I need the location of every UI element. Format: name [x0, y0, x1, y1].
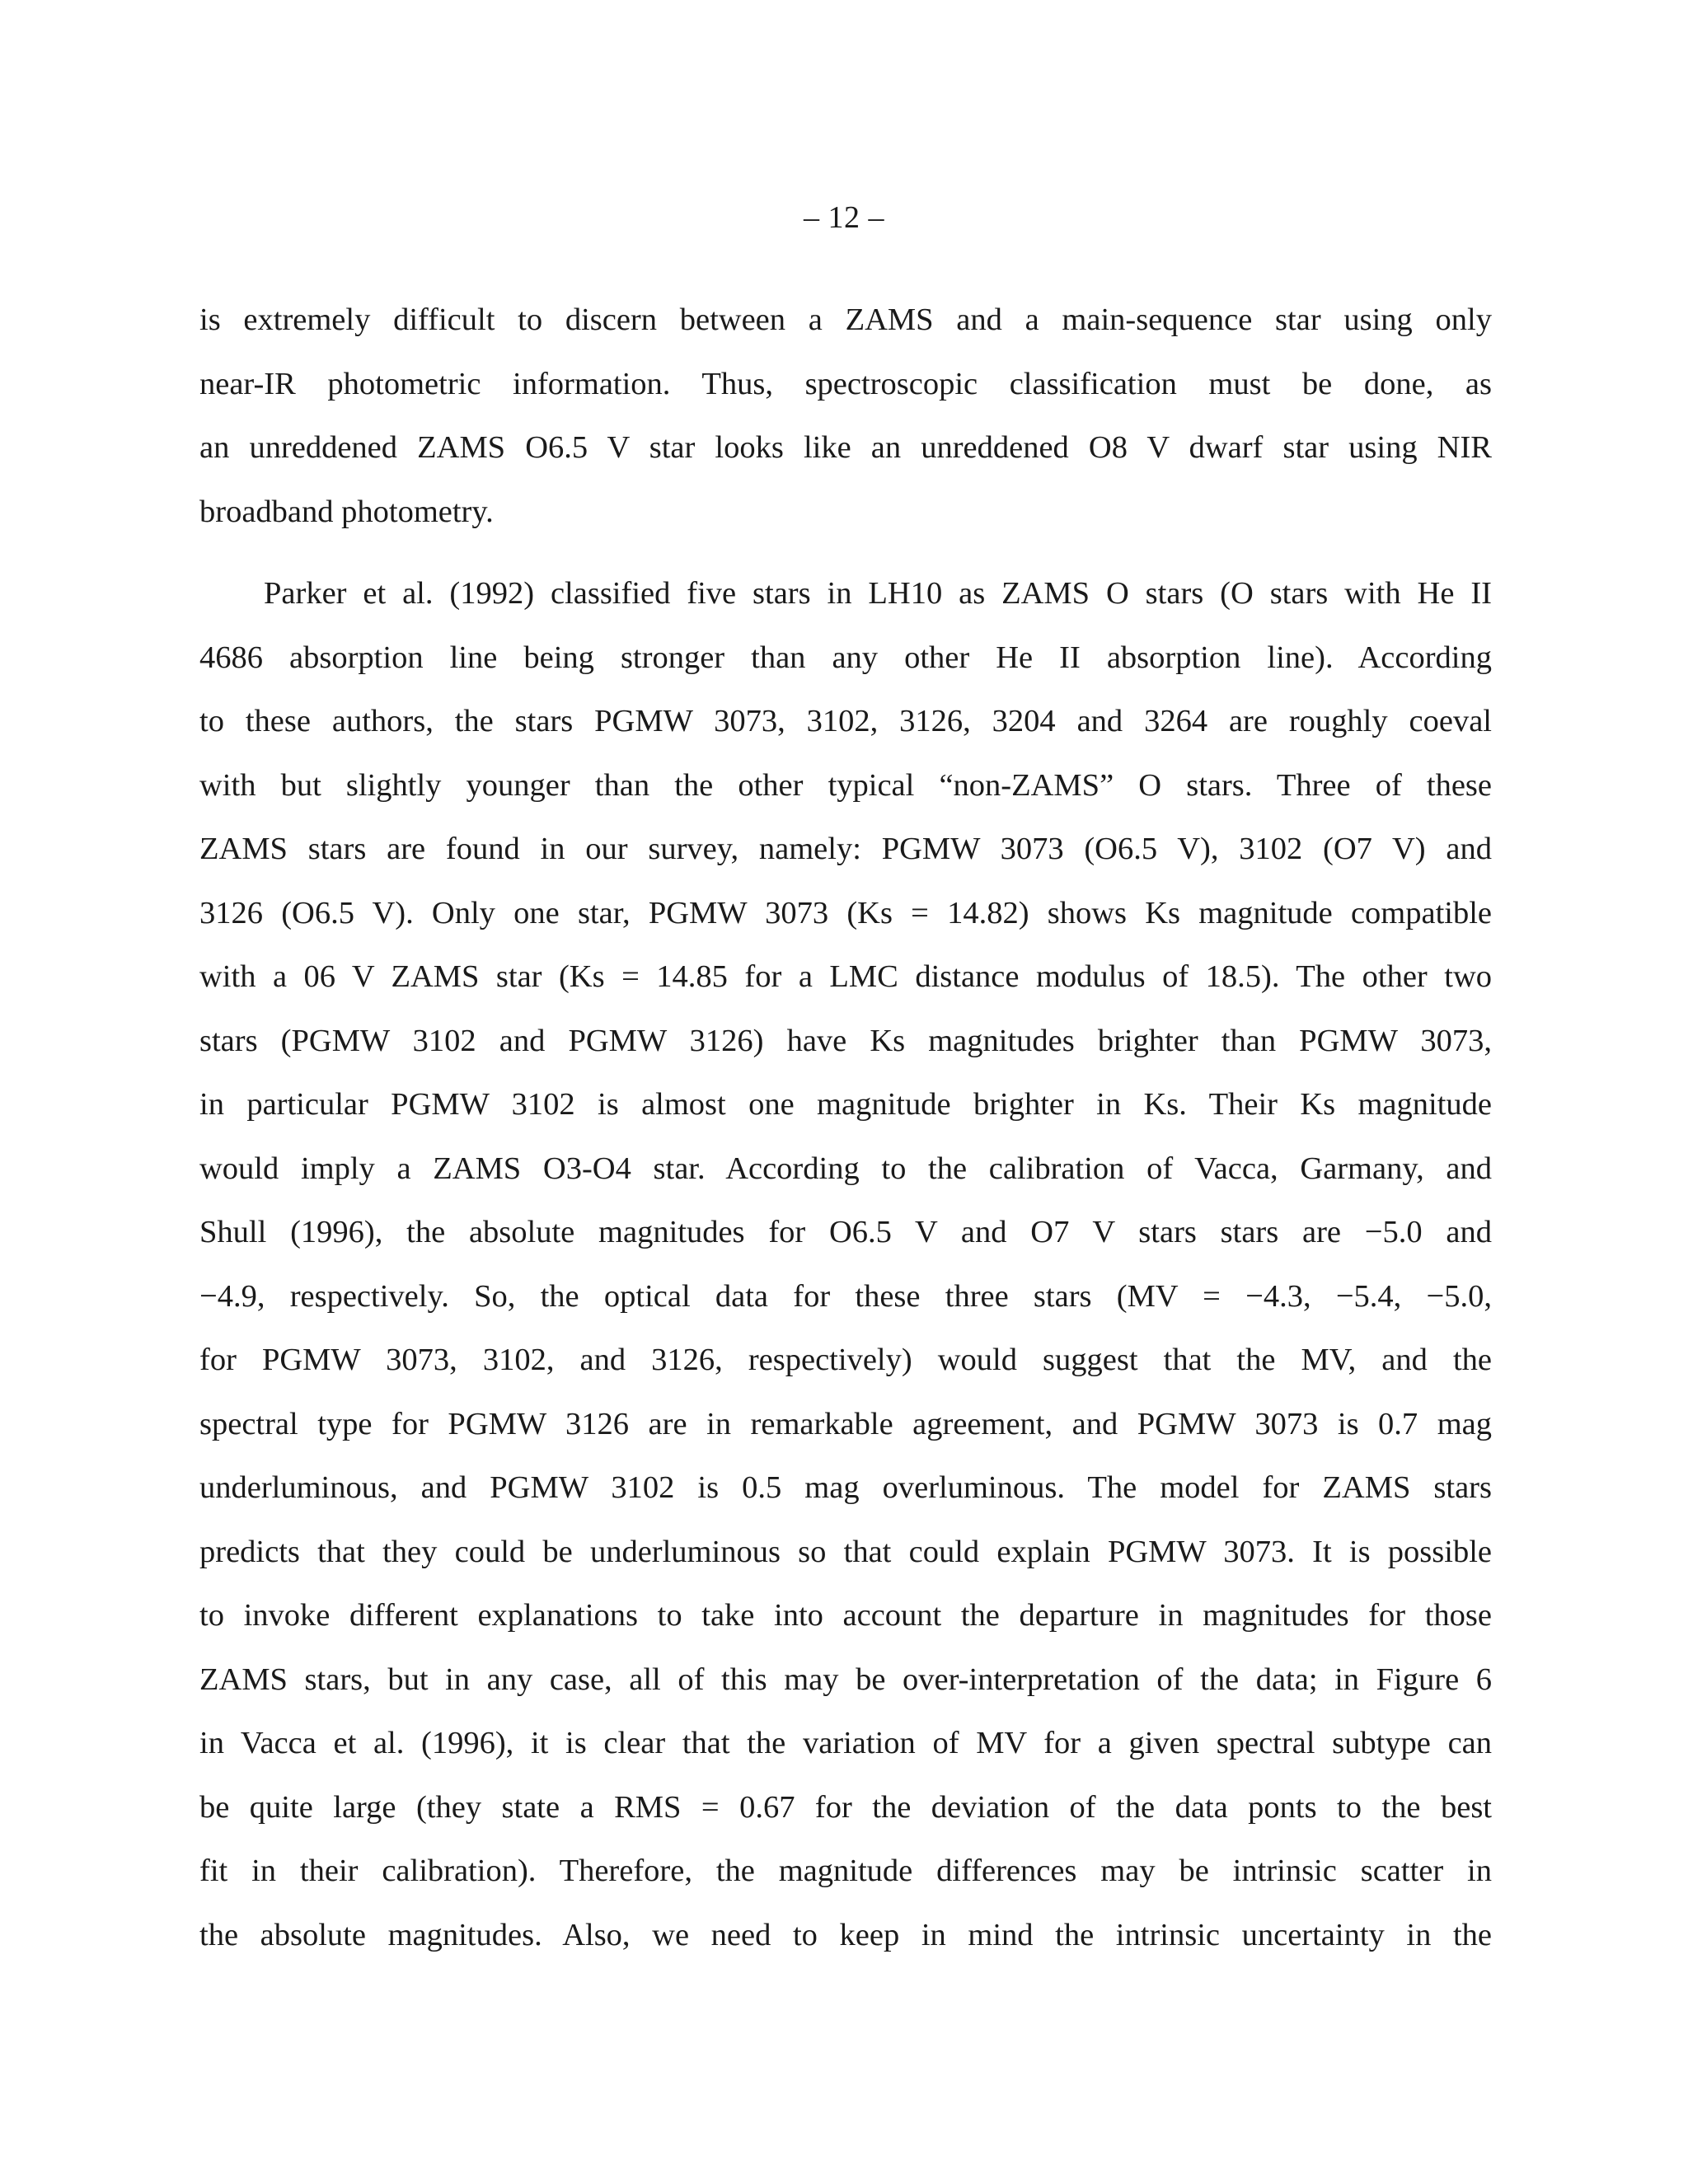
- text-line: would imply a ZAMS O3-O4 star. According to the calibration of Vacca, Garmany, and: [199, 1151, 1492, 1186]
- text-line: the absolute magnitudes. Also, we need to keep in mind the intrinsic uncertainty in the: [199, 1917, 1492, 1952]
- text-line: with a 06 V ZAMS star (Ks = 14.85 for a LMC distance modulus of 18.5). The other two: [199, 959, 1492, 994]
- text-line: with but slightly younger than the other typical “non-ZAMS” O stars. Three of these: [199, 767, 1492, 803]
- text-line: in Vacca et al. (1996), it is clear that the variation of MV for a given spectral subtype can: [199, 1726, 1492, 1760]
- paragraph-1: [199, 298, 1492, 554]
- text-line: to invoke different explanations to take into account the departure in magnitudes for those: [199, 1598, 1492, 1633]
- text-line: fit in their calibration). Therefore, the magnitude differences may be intrinsic scatter in: [199, 1854, 1492, 1888]
- text-line: 3126 (O6.5 V). Only one star, PGMW 3073 (Ks = 14.82) shows Ks magnitude compatible: [199, 895, 1492, 930]
- text-line: ZAMS stars are found in our survey, namely: PGMW 3073 (O6.5 V), 3102 (O7 V) and: [199, 832, 1492, 866]
- text-line: be quite large (they state a RMS = 0.67 for the deviation of the data ponts to the best: [199, 1789, 1492, 1825]
- text-line: for PGMW 3073, 3102, and 3126, respectively) would suggest that the MV, and the: [199, 1343, 1492, 1377]
- page-number: – 12 –: [804, 200, 884, 235]
- text-line: in particular PGMW 3102 is almost one magnitude brighter in Ks. Their Ks magnitude: [199, 1087, 1492, 1122]
- text-line: ZAMS stars, but in any case, all of this may be over-interpretation of the data; in Figure 6: [199, 1661, 1492, 1697]
- text-line: Shull (1996), the absolute magnitudes for O6.5 V and O7 V stars stars are −5.0 and: [199, 1215, 1492, 1249]
- text-line: is extremely difficult to discern between a ZAMS and a main-sequence star using only: [199, 302, 1492, 337]
- text-line: 4686 absorption line being stronger than any other He II absorption line). According: [199, 640, 1492, 675]
- text-line: −4.9, respectively. So, the optical data for these three stars (MV = −4.3, −5.4, −5.0,: [199, 1278, 1492, 1314]
- text-line: broadband photometry.: [199, 494, 494, 529]
- text-line: underluminous, and PGMW 3102 is 0.5 mag overluminous. The model for ZAMS stars: [199, 1470, 1492, 1505]
- text-line: near-IR photometric information. Thus, spectroscopic classification must be done, as: [199, 366, 1492, 401]
- text-line: stars (PGMW 3102 and PGMW 3126) have Ks magnitudes brighter than PGMW 3073,: [199, 1023, 1492, 1058]
- text-line: spectral type for PGMW 3126 are in remarkable agreement, and PGMW 3073 is 0.7 mag: [199, 1406, 1492, 1441]
- text-line: Parker et al. (1992) classified five stars in LH10 as ZAMS O stars (O stars with He II: [264, 576, 1492, 611]
- paragraph-2: [199, 572, 1492, 1977]
- text-line: predicts that they could be underluminous so that could explain PGMW 3073. It is possible: [199, 1534, 1492, 1569]
- text-line: to these authors, the stars PGMW 3073, 3102, 3126, 3204 and 3264 are roughly coeval: [199, 704, 1492, 738]
- text-line: an unreddened ZAMS O6.5 V star looks like an unreddened O8 V dwarf star using NIR: [199, 430, 1492, 465]
